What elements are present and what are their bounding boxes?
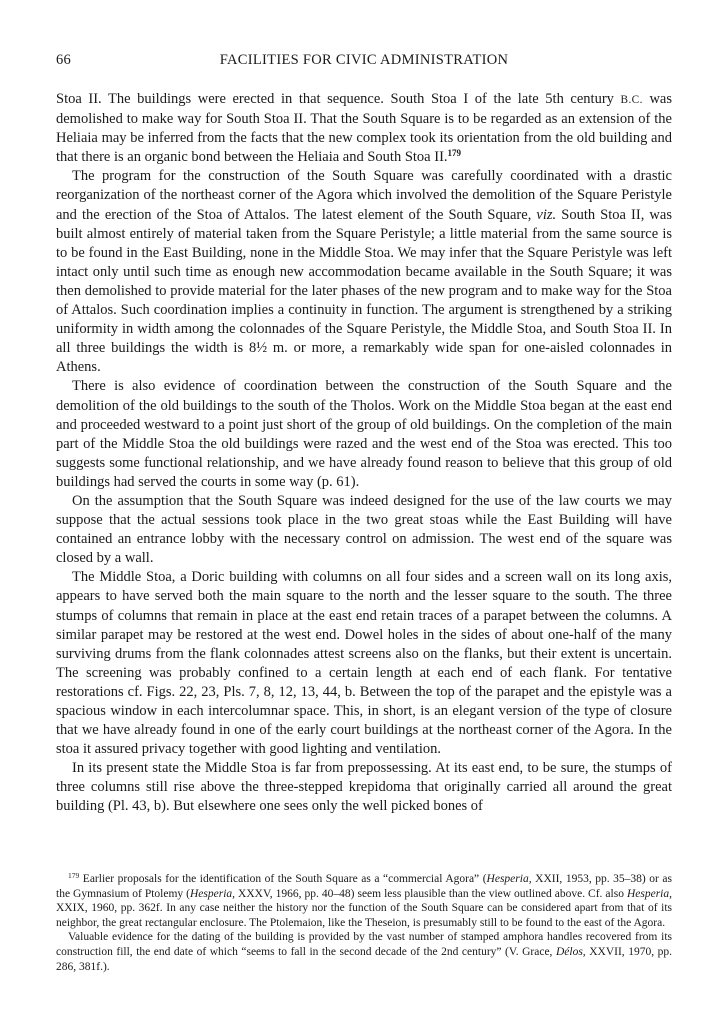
text-run: was demolished to make way for South Stoa II. That the South Square is to be regarded as an extension of the Heliaia may be inferred from the facts that the new complex took its orientation from the old building and that there is an organic bond between the Heliaia and South Stoa II. [56,91,672,166]
italic-text: viz. [536,206,557,223]
running-title: FACILITIES FOR CIVIC ADMINISTRATION [219,52,509,68]
italic-text: Délos, [555,945,586,958]
paragraph [56,759,672,816]
italic-text: Hesperia, [626,887,672,900]
running-header [56,52,672,74]
italic-text: Hesperia, [190,887,236,900]
footnote [56,872,672,930]
text-run: XXVII, 1970, pp. 286, 381f.). [56,945,672,973]
text-run: South Stoa II, was built almost entirely of material taken from the Square Peristyle; a little material from the same source is to be found in the East Building, none in the Middle Stoa. We may infer that the Square Peristyle was left intact only until such time as enough new accommodation became available in the South Square; it was then demolished to provide material for the later phases of the new program and to make way for the Stoa of Attalos. Such coordination implies a continuity in function. The argument is strengthened by a striking uniformity in width among the colonnades of the Square Peristyle, the Middle Stoa, and South Stoa II. In all three buildings the width is 8½ m. or more, a remarkably wide span for one-aisled colonnades in Athens. [56,206,672,376]
italic-text: Hesperia, [486,873,532,885]
text-run: On the assumption that the South Square was indeed designed for the use of the law courts we may suppose that the actual sessions took place in the two great stoas while the East Building will have contained an entrance lobby with the necessary control on admission. The west end of the square was closed by a wall. [56,492,672,567]
paragraph [56,167,672,377]
text-run: Stoa II. The buildings were erected in that sequence. South Stoa I of the late 5th century [56,91,621,107]
text-run: The program for the construction of the South Square was carefully coordinated with a drastic reorganization of the northeast corner of the Agora which involved the demolition of the Square Peristyle and the erection of the Stoa of Attalos. The latest element of the South Square, [56,168,672,223]
text-run: There is also evidence of coordination between the construction of the South Square and the demolition of the old buildings to the south of the Tholos. Work on the Middle Stoa began at the east end and proceeded westward to a point just short of the group of old buildings. On the completion of the main part of the Middle Stoa the old buildings were razed and the west end of the Stoa was erected. This too suggests some functional relationship, and we have already found reason to believe that this group of old buildings had served the courts in some way (p. 61). [56,378,672,490]
text-run: Valuable evidence for the dating of the building is provided by the vast number of stamped amphora handles recovered from its construction fill, the end date of which “seems to fall in the second decade of the 2nd century” (V. Grace, [56,931,672,958]
footnotes [56,872,672,974]
paragraph [56,90,672,167]
page-number: 66 [56,52,72,68]
text-run: In its present state the Middle Stoa is far from prepossessing. At its east end, to be sure, the stumps of three columns still rise above the three-stepped krepidoma that originally carried all around the great building (Pl. 43, b). But elsewhere one sees only the well picked bones of [56,760,672,815]
text-run: XXXV, 1966, pp. 40–48) seem less plausible than the view outlined above. Cf. also [235,887,627,900]
footnote-ref: 179 [447,148,462,159]
footnote-ref: 179 [68,871,80,880]
paragraph [56,492,672,568]
paragraph [56,568,672,759]
text-run: The Middle Stoa, a Doric building with columns on all four sides and a screen wall on its long axis, appears to have served both the main square to the north and the lesser square to the south. The three stumps of columns that remain in place at the east end retain traces of a parapet between the columns. A similar parapet may be restored at the west end. Dowel holes in the sides of about one-half of the many surviving drums from the flank colonnades attest screens also on the flanks, but their extent is uncertain. The screening was probably confined to a certain length at each end of each flank. For tentative restorations cf. Figs. 22, 23, Pls. 7, 8, 12, 13, 44, b. Between the top of the parapet and the epistyle was a spacious window in each intercolumnar space. This, in short, is an elegant version of the type of closure that we have already found in one of the early court buildings at the northeast corner of the Agora. In the stoa it assured privacy together with good lighting and ventilation. [56,569,672,758]
text-run: XXIX, 1960, pp. 362f. In any case neither the history nor the function of the South Square can be considered apart from that of its neighbor, the great rectangular enclosure. The Ptolemaion, like the Theseion, is presumably still to be found to the east of the Agora. [56,902,672,929]
text-run: XXII, 1953, pp. 35–38) or as the Gymnasium of Ptolemy ( [56,873,673,900]
text-run: Earlier proposals for the identification of the South Square as a “commercial Agora” ( [79,873,487,885]
small-caps-text: B.C. [620,94,643,106]
footnote [56,930,672,974]
paragraph [56,377,672,492]
body-text [56,90,672,817]
